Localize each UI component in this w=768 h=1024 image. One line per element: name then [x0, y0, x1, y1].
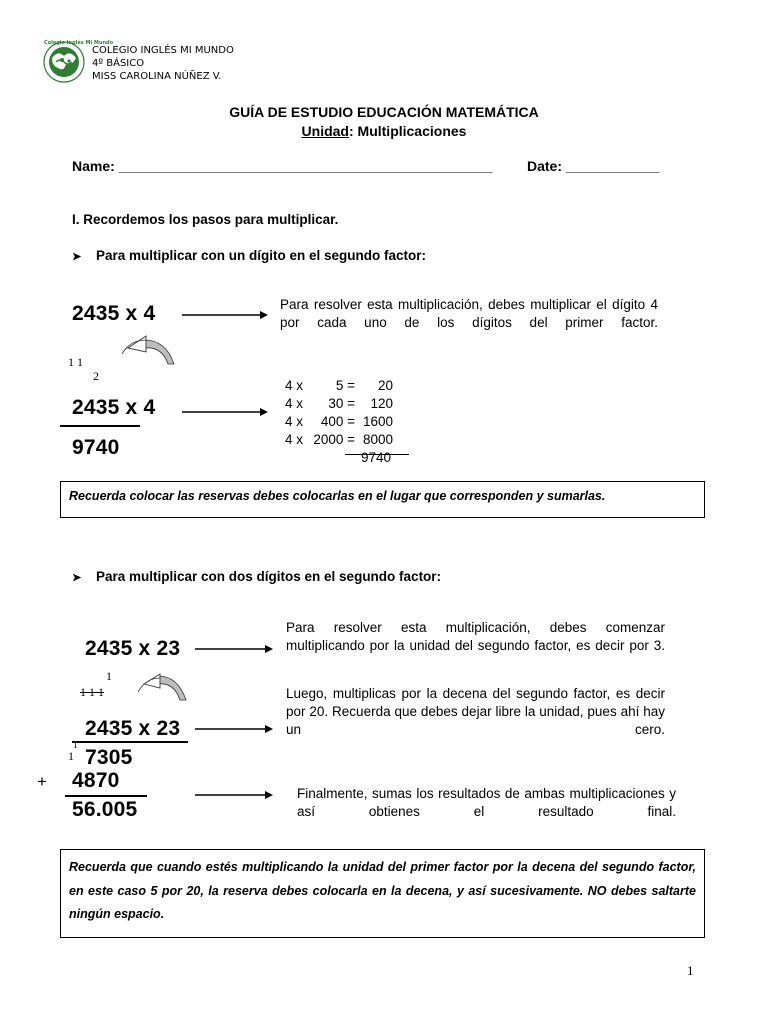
ex1-problem: 2435 x 4: [72, 302, 156, 325]
ex1-step-4-mid: 2000 =: [313, 432, 355, 447]
ex1-step-1-left: 4 x: [285, 378, 304, 393]
plus-sign: +: [37, 772, 47, 791]
ex2-partial-carry-small: 1: [73, 740, 78, 750]
ex2-explanation-3: Finalmente, sumas los resultados de ambas multiplicaciones y así obtienes el resultado final.: [297, 786, 676, 819]
ex1-step-3: [285, 413, 393, 431]
section-heading: I. Recordemos los pasos para multiplicar.: [72, 212, 339, 227]
ex1-step-total: 9740: [361, 450, 392, 465]
arrow-bullet-icon: ➤: [72, 572, 82, 584]
ex1-arrow-icon: [182, 309, 268, 321]
name-field: Name: ________________________________________________: [72, 158, 493, 174]
ex2-problem-worked: 2435 x 23: [85, 717, 181, 740]
note-tens-reserve-text: Recuerda que cuando estés multiplicando la unidad del primer factor por la decena del segundo factor, en este caso 5 por 20, la reserva debes colocarla en la decena, y así sucesivamente. NO debes saltarte ningún espacio.: [69, 860, 696, 921]
ex2-arrow-2-icon: [195, 723, 273, 735]
note-tens-reserve: [60, 849, 705, 938]
ex1-step-4: [285, 431, 393, 449]
ex1-step-4-left: 4 x: [285, 432, 304, 447]
ex2-partial-line: [72, 741, 188, 743]
ex1-carry-top: 1 1: [68, 355, 83, 369]
bullet-one-digit-text: Para multiplicar con un dígito en el segundo factor:: [96, 248, 427, 263]
ex2-result: 56.005: [72, 798, 138, 821]
teacher-name: MISS CAROLINA NÚÑEZ V.: [92, 71, 222, 82]
ex1-step-3-mid: 400 =: [320, 414, 355, 429]
ex1-step-3-right: 1600: [362, 414, 393, 429]
ex2-carry-top: 1: [106, 669, 112, 683]
page-subtitle: [0, 123, 768, 139]
page-number: 1: [687, 963, 694, 978]
logo-text: Colegio Inglés Mi Mundo: [44, 40, 114, 46]
ex1-steps-arrow-icon: [182, 406, 268, 418]
ex1-result-line: [60, 425, 140, 427]
arrow-bullet-icon: ➤: [72, 251, 82, 263]
bullet-two-digits: [72, 569, 441, 584]
school-logo: [40, 36, 114, 90]
ex2-sum-line: [65, 795, 147, 797]
page-title: GUÍA DE ESTUDIO EDUCACIÓN MATEMÁTICA: [229, 104, 539, 120]
ex1-step-4-right: 8000: [362, 432, 393, 447]
ex2-partial-carry: 1: [68, 749, 74, 763]
date-field: Date: ____________: [527, 158, 660, 174]
ex2-explanation-1: Para resolver esta multiplicación, debes comenzar multiplicando por la unidad del segundo factor, es decir por 3.: [286, 620, 665, 653]
ex1-step-1-mid: 5 =: [335, 378, 355, 393]
ex1-step-2: [285, 395, 393, 413]
ex1-problem-worked: 2435 x 4: [72, 396, 156, 419]
ex2-arrow-3-icon: [195, 789, 273, 801]
note-reserves-text: Recuerda colocar las reservas debes colocarlas en el lugar que corresponden y sumarlas.: [69, 489, 606, 503]
ex1-step-3-left: 4 x: [285, 414, 304, 429]
ex1-result: 9740: [72, 436, 120, 459]
ex2-partial-2: 4870: [72, 769, 120, 792]
ex1-step-1-right: 20: [377, 378, 393, 393]
ex2-arrow-icon: [195, 643, 273, 655]
ex1-step-2-left: 4 x: [285, 396, 304, 411]
grade: 4º BÁSICO: [92, 58, 145, 69]
ex1-carry-bottom: 2: [93, 369, 99, 383]
curved-arrow-icon: [100, 336, 178, 372]
school-name: COLEGIO INGLÉS MI MUNDO: [92, 45, 234, 56]
ex1-step-2-right: 120: [370, 396, 393, 411]
ex2-curved-arrow-icon: [128, 674, 190, 710]
bullet-two-digits-text: Para multiplicar con dos dígitos en el segundo factor:: [96, 569, 442, 584]
note-reserves: [60, 481, 705, 518]
ex2-partial-1: 7305: [85, 746, 133, 769]
subtitle-rest: : Multiplicaciones: [348, 123, 467, 139]
subtitle-label: Unidad: [301, 123, 349, 139]
ex1-step-2-mid: 30 =: [328, 396, 355, 411]
bullet-one-digit: [72, 248, 426, 263]
ex2-explanation-2: Luego, multiplicas por la decena del segundo factor, es decir por 20. Recuerda que debes dejar libre la unidad, pues ahí hay un cero.: [286, 686, 665, 737]
ex2-carry-row: 1 1 1: [80, 685, 104, 699]
ex2-problem: 2435 x 23: [85, 637, 181, 660]
ex1-step-1: [285, 377, 393, 395]
ex1-explanation: Para resolver esta multiplicación, debes multiplicar el dígito 4 por cada uno de los dígitos del primer factor.: [280, 297, 658, 330]
